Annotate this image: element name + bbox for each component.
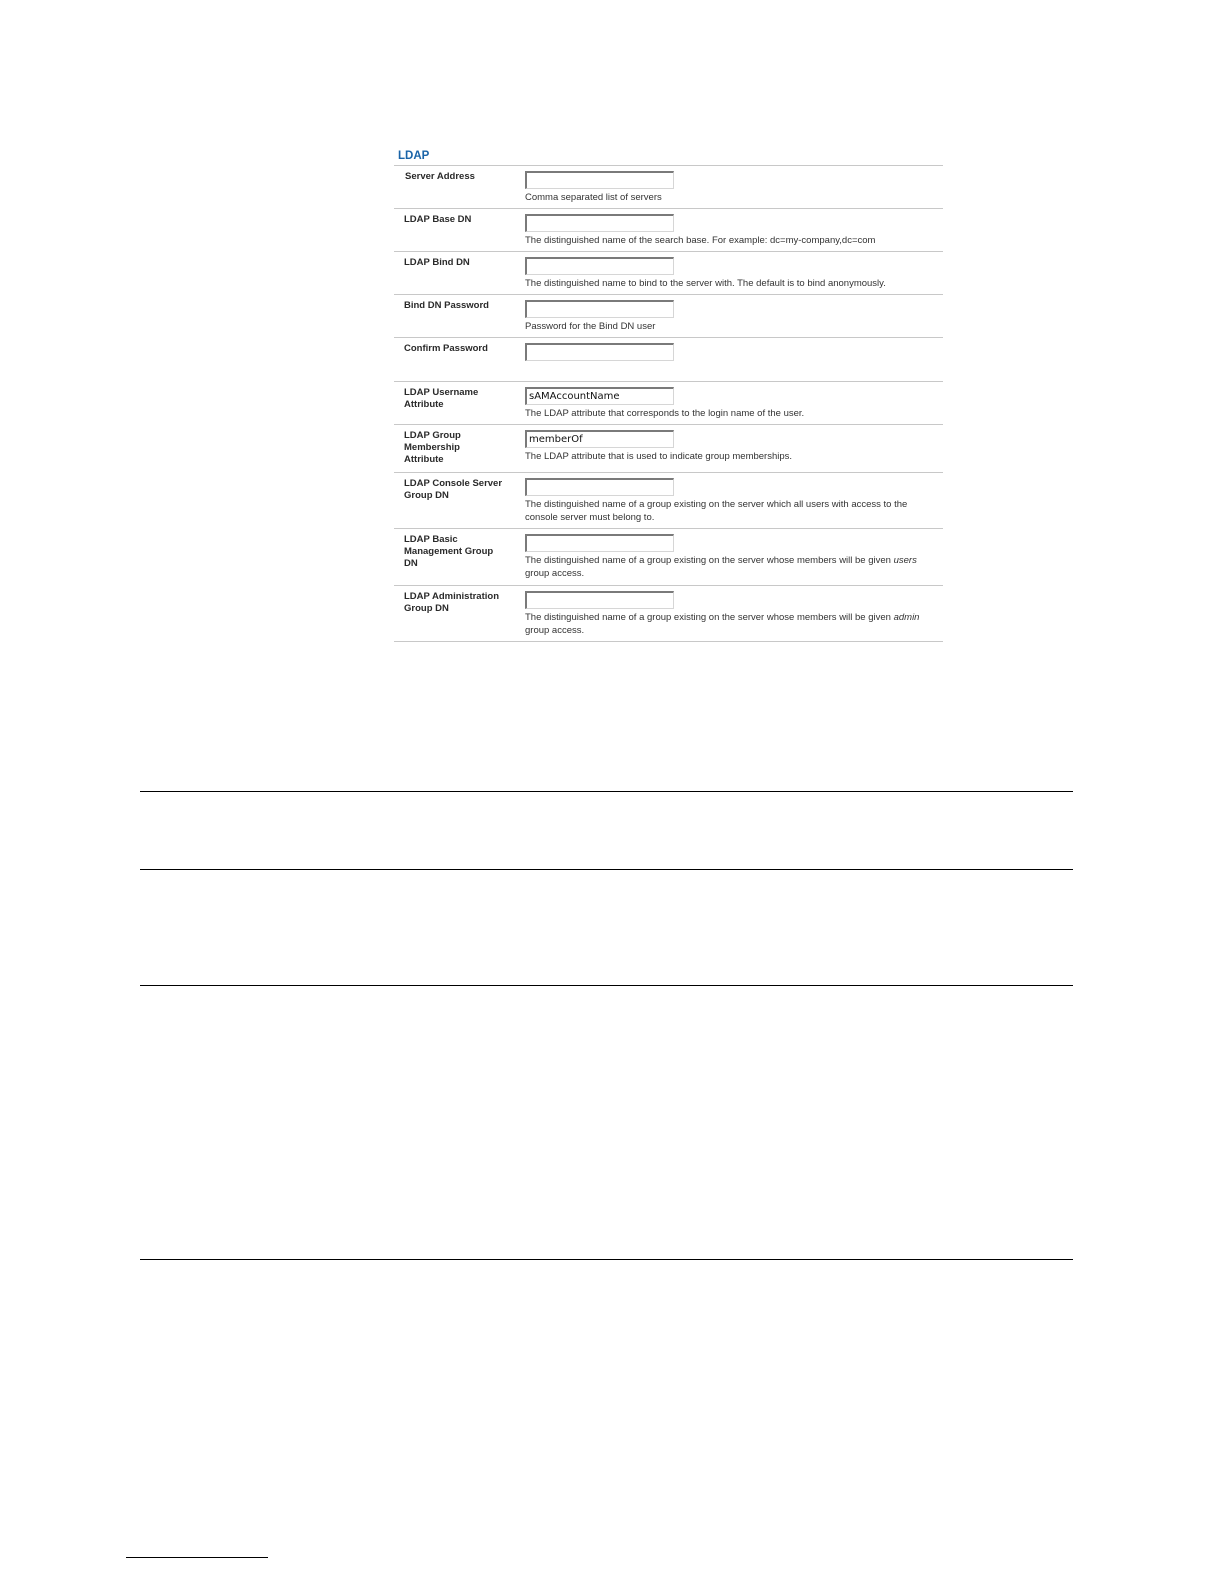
ldap-group-membership-attribute-help: The LDAP attribute that is used to indicate group memberships. bbox=[525, 451, 793, 462]
ldap-username-attribute-field-group bbox=[525, 387, 939, 420]
ldap-administration-group-dn-input[interactable] bbox=[525, 591, 674, 609]
ldap-administration-group-dn-field-group bbox=[525, 591, 939, 637]
ldap-bind-dn-help: The distinguished name to bind to the server with. The default is to bind anonymously. bbox=[525, 278, 886, 289]
server-address-input[interactable] bbox=[525, 171, 674, 189]
table-rule-third bbox=[140, 985, 1073, 986]
ldap-console-server-group-dn-help: The distinguished name of a group existing on the server which all users with access to the console server must belong to. bbox=[525, 499, 908, 523]
ldap-base-dn-label: LDAP Base DN bbox=[404, 214, 472, 225]
ldap-base-dn-help: The distinguished name of the search base. For example: dc=my-company,dc=com bbox=[525, 235, 876, 246]
confirm-password-label: Confirm Password bbox=[404, 343, 488, 354]
help-text-part: The distinguished name of a group existing on the server whose members will be given bbox=[525, 612, 894, 623]
ldap-console-server-group-dn-input[interactable] bbox=[525, 478, 674, 496]
ldap-administration-group-dn-help bbox=[525, 611, 939, 637]
bind-dn-password-help: Password for the Bind DN user bbox=[525, 321, 656, 332]
form-row-ldap-console-server-group-dn bbox=[394, 473, 943, 529]
footnote-separator bbox=[126, 1557, 268, 1558]
form-row-server-address bbox=[394, 166, 943, 209]
server-address-label: Server Address bbox=[405, 171, 475, 182]
form-row-ldap-username-attribute bbox=[394, 382, 943, 425]
form-row-ldap-bind-dn bbox=[394, 252, 943, 295]
ldap-basic-management-group-dn-input[interactable] bbox=[525, 534, 674, 552]
ldap-bind-dn-label: LDAP Bind DN bbox=[404, 257, 470, 268]
server-address-help: Comma separated list of servers bbox=[525, 192, 662, 203]
ldap-bind-dn-field-group bbox=[525, 257, 939, 290]
help-text-emphasis: admin bbox=[893, 612, 920, 623]
confirm-password-field-group bbox=[525, 343, 939, 361]
ldap-group-membership-attribute-label: LDAP Group Membership Attribute bbox=[404, 430, 461, 465]
confirm-password-input[interactable] bbox=[525, 343, 674, 361]
bind-dn-password-field-group bbox=[525, 300, 939, 333]
ldap-username-attribute-label: LDAP Username Attribute bbox=[404, 387, 479, 410]
ldap-base-dn-field-group bbox=[525, 214, 939, 247]
form-row-ldap-group-membership-attribute bbox=[394, 425, 943, 473]
form-row-ldap-basic-management-group-dn bbox=[394, 529, 943, 586]
ldap-username-attribute-input[interactable] bbox=[525, 387, 674, 405]
ldap-basic-management-group-dn-label: LDAP Basic Management Group DN bbox=[404, 534, 494, 569]
help-text-part: group access. bbox=[525, 568, 585, 579]
ldap-settings-panel bbox=[394, 146, 943, 642]
ldap-base-dn-input[interactable] bbox=[525, 214, 674, 232]
form-row-confirm-password bbox=[394, 338, 943, 382]
help-text-emphasis: users bbox=[893, 555, 917, 566]
help-text-part: The distinguished name of a group existing on the server whose members will be given bbox=[525, 555, 894, 566]
table-rule-top bbox=[140, 791, 1073, 792]
ldap-administration-group-dn-label: LDAP Administration Group DN bbox=[404, 591, 500, 614]
table-rule-second bbox=[140, 869, 1073, 870]
section-title: LDAP bbox=[394, 146, 943, 166]
ldap-basic-management-group-dn-help bbox=[525, 554, 939, 580]
ldap-basic-management-group-dn-field-group bbox=[525, 534, 939, 580]
ldap-username-attribute-help: The LDAP attribute that corresponds to the login name of the user. bbox=[525, 408, 805, 419]
ldap-group-membership-attribute-input[interactable] bbox=[525, 430, 674, 448]
ldap-bind-dn-input[interactable] bbox=[525, 257, 674, 275]
table-rule-bottom bbox=[140, 1259, 1073, 1260]
bind-dn-password-label: Bind DN Password bbox=[404, 300, 489, 311]
ldap-console-server-group-dn-label: LDAP Console Server Group DN bbox=[404, 478, 503, 501]
bind-dn-password-input[interactable] bbox=[525, 300, 674, 318]
form-row-ldap-base-dn bbox=[394, 209, 943, 252]
server-address-field-group bbox=[525, 171, 939, 204]
ldap-group-membership-attribute-field-group bbox=[525, 430, 939, 463]
form-row-bind-dn-password bbox=[394, 295, 943, 338]
ldap-console-server-group-dn-field-group bbox=[525, 478, 939, 524]
help-text-part: group access. bbox=[525, 625, 585, 636]
form-row-ldap-administration-group-dn bbox=[394, 586, 943, 642]
